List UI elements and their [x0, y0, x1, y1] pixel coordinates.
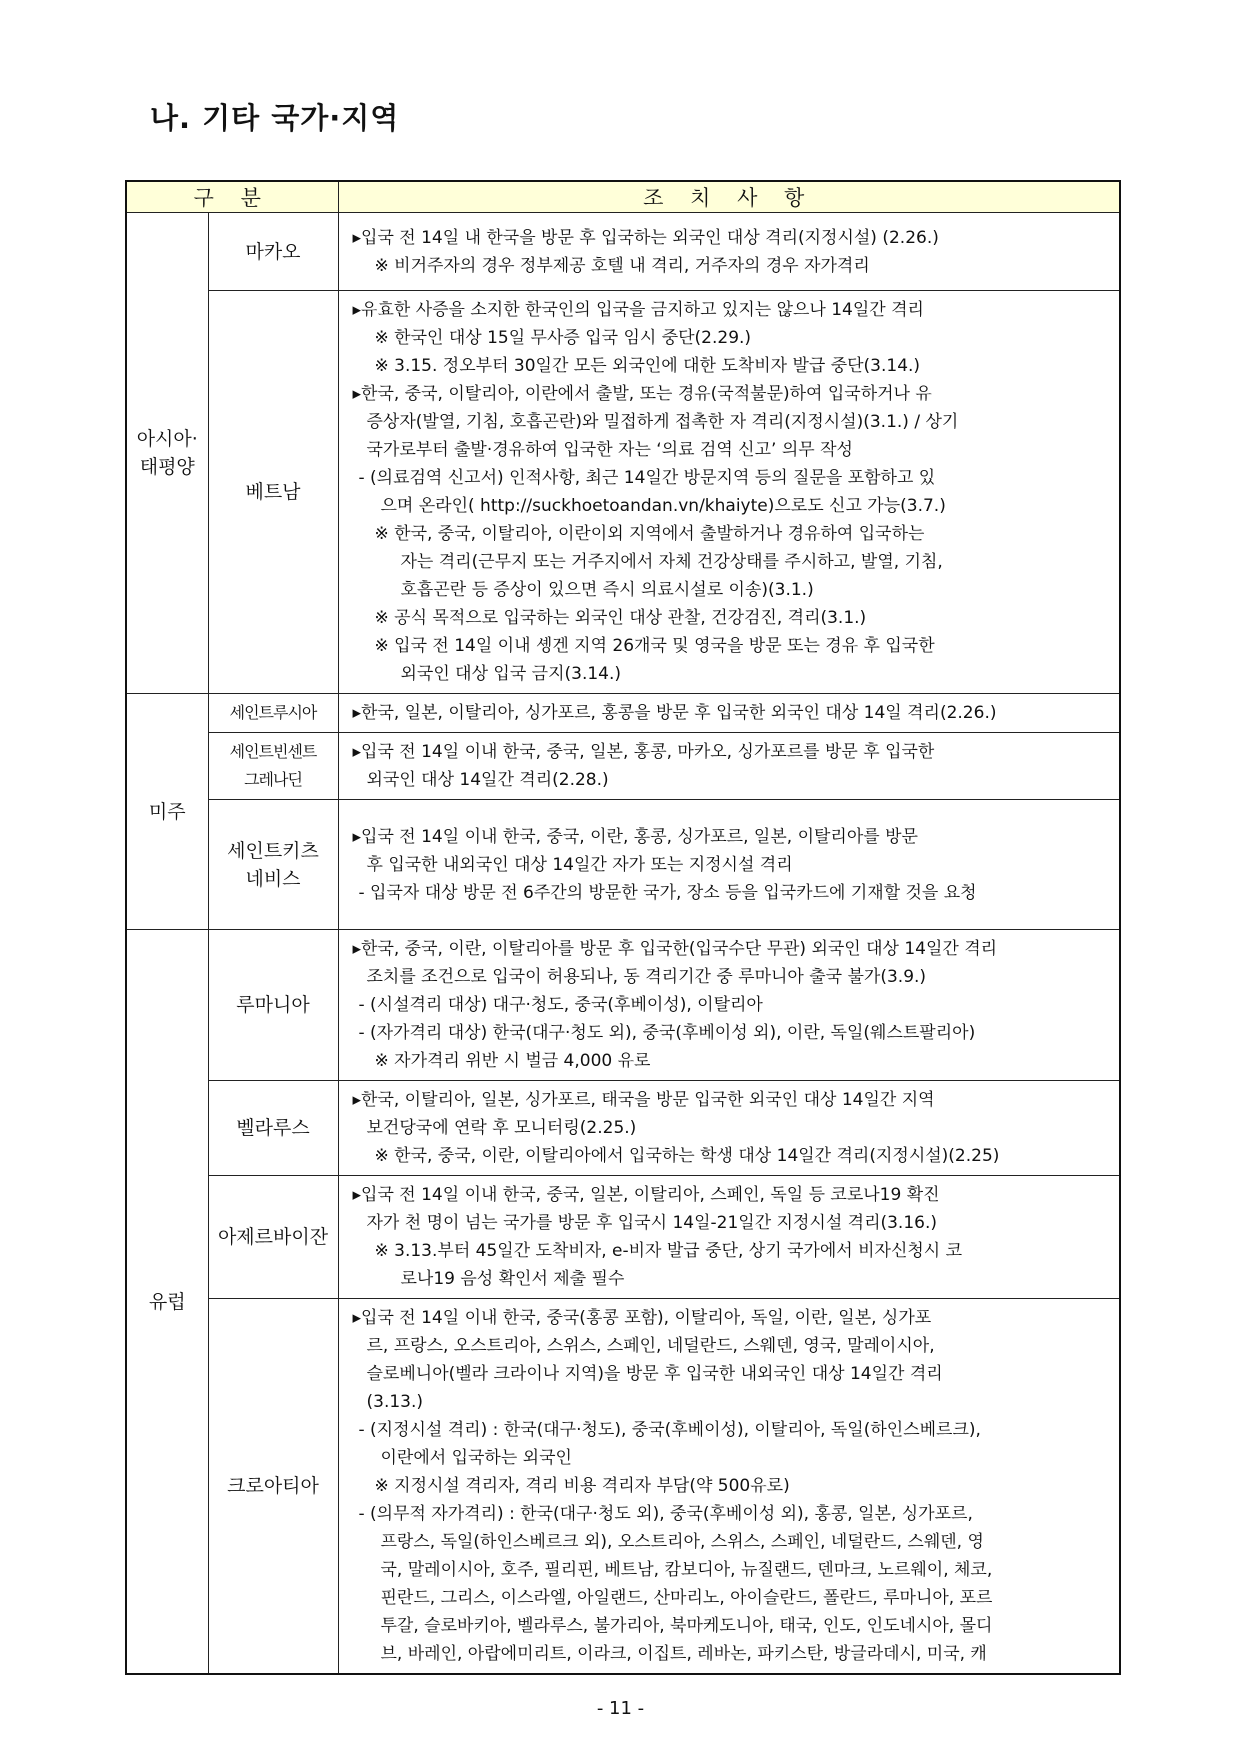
- country-cell: 세인트빈센트 그레나딘: [208, 733, 338, 800]
- measure-line: ▸한국, 이탈리아, 일본, 싱가포르, 태국을 방문 입국한 외국인 대상 14일간 지역: [352, 1090, 935, 1110]
- measure-line: - 입국자 대상 방문 전 6주간의 방문한 국가, 장소 등을 입국카드에 기재할 것을 요청: [358, 882, 977, 903]
- table-row: [126, 1081, 1120, 1176]
- measure-line: 외국인 대상 입국 금지(3.14.): [400, 664, 622, 684]
- measure-line: 외국인 대상 14일간 격리(2.28.): [366, 770, 609, 790]
- table-row: [126, 930, 1120, 1081]
- measure-line: ▸입국 전 14일 이내 한국, 중국(홍콩 포함), 이탈리아, 독일, 이란, 일본, 싱가포: [352, 1308, 932, 1328]
- measure-line: 보건당국에 연락 후 모니터링(2.25.): [366, 1118, 637, 1138]
- measure-line: ▸한국, 일본, 이탈리아, 싱가포르, 홍콩을 방문 후 입국한 외국인 대상 14일 격리(2.26.): [352, 703, 997, 723]
- measure-line: - (의무적 자가격리) : 한국(대구·청도 외), 중국(후베이성 외), 홍콩, 일본, 싱가포르,: [358, 1504, 973, 1524]
- country-cell: 크로아티아: [208, 1299, 338, 1675]
- measure-line: ※ 3.15. 정오부터 30일간 모든 외국인에 대한 도착비자 발급 중단(3.14.): [374, 356, 921, 376]
- measure-line: 핀란드, 그리스, 이스라엘, 아일랜드, 산마리노, 아이슬란드, 폴란드, 루마니아, 포르: [380, 1588, 993, 1608]
- measure-line: ▸한국, 중국, 이탈리아, 이란에서 출발, 또는 경유(국적불문)하여 입국하거나 유: [352, 384, 932, 404]
- measures-cell: [338, 733, 1120, 800]
- measures-cell: [338, 291, 1120, 694]
- measure-line: 자는 격리(근무지 또는 거주지에서 자체 건강상태를 주시하고, 발열, 기침,: [400, 552, 943, 572]
- table-row: [126, 694, 1120, 733]
- measure-line: 국, 말레이시아, 호주, 필리핀, 베트남, 캄보디아, 뉴질랜드, 덴마크, 노르웨이, 체코,: [380, 1560, 993, 1580]
- measures-cell: [338, 1081, 1120, 1176]
- measure-line: 으며 온라인( http://suckhoetoandan.vn/khaiyte)으로도 신고 가능(3.7.): [380, 496, 946, 516]
- table-row: [126, 213, 1120, 291]
- table-row: [126, 1176, 1120, 1299]
- measures-cell: [338, 213, 1120, 291]
- measure-line: - (시설격리 대상) 대구·청도, 중국(후베이성), 이탈리아: [358, 995, 763, 1015]
- measure-line: ※ 비거주자의 경우 정부제공 호텔 내 격리, 거주자의 경우 자가격리: [374, 255, 870, 276]
- region-cell: 아시아· 태평양: [126, 213, 208, 694]
- measure-line: ▸한국, 중국, 이란, 이탈리아를 방문 후 입국한(입국수단 무관) 외국인 대상 14일간 격리: [352, 939, 998, 959]
- measure-line: - (자가격리 대상) 한국(대구·청도 외), 중국(후베이성 외), 이란, 독일(웨스트팔리아): [358, 1023, 976, 1043]
- country-cell: 루마니아: [208, 930, 338, 1081]
- measure-line: ※ 한국, 중국, 이란, 이탈리아에서 입국하는 학생 대상 14일간 격리(지정시설)(2.25): [374, 1146, 1000, 1166]
- measure-line: 이란에서 입국하는 외국인: [380, 1448, 572, 1468]
- measure-line: ※ 입국 전 14일 이내 솅겐 지역 26개국 및 영국을 방문 또는 경유 후 입국한: [374, 636, 935, 656]
- measure-line: ▸입국 전 14일 이내 한국, 중국, 이란, 홍콩, 싱가포르, 일본, 이탈리아를 방문: [352, 826, 918, 847]
- measure-line: 슬로베니아(벨라 크라이나 지역)을 방문 후 입국한 내외국인 대상 14일간 격리: [366, 1364, 943, 1384]
- measure-line: 투갈, 슬로바키아, 벨라루스, 불가리아, 북마케도니아, 태국, 인도, 인도네시아, 몰디: [380, 1616, 993, 1636]
- measure-line: 로나19 음성 확인서 제출 필수: [400, 1269, 625, 1289]
- measures-cell: [338, 930, 1120, 1081]
- measure-line: ▸유효한 사증을 소지한 한국인의 입국을 금지하고 있지는 않으나 14일간 격리: [352, 300, 924, 320]
- measures-cell: [338, 1299, 1120, 1675]
- measure-line: - (의료검역 신고서) 인적사항, 최근 14일간 방문지역 등의 질문을 포함하고 있: [358, 468, 936, 488]
- measure-line: 조치를 조건으로 입국이 허용되나, 동 격리기간 중 루마니아 출국 불가(3.9.): [366, 967, 927, 987]
- measure-line: 국가로부터 출발·경유하여 입국한 자는 ‘의료 검역 신고’ 의무 작성: [366, 440, 853, 460]
- measure-line: ▸입국 전 14일 이내 한국, 중국, 일본, 이탈리아, 스페인, 독일 등 코로나19 확진: [352, 1185, 940, 1205]
- measures-cell: [338, 800, 1120, 930]
- measure-line: ▸입국 전 14일 이내 한국, 중국, 일본, 홍콩, 마카오, 싱가포르를 방문 후 입국한: [352, 742, 935, 762]
- measure-line: 르, 프랑스, 오스트리아, 스위스, 스페인, 네덜란드, 스웨덴, 영국, 말레이시아,: [366, 1336, 935, 1356]
- measure-line: ※ 한국인 대상 15일 무사증 입국 임시 중단(2.29.): [374, 328, 752, 348]
- table-row: [126, 1299, 1120, 1675]
- measure-line: ※ 3.13.부터 45일간 도착비자, e-비자 발급 중단, 상기 국가에서 비자신청시 코: [374, 1241, 963, 1261]
- table-row: [126, 733, 1120, 800]
- measure-line: 증상자(발열, 기침, 호흡곤란)와 밀접하게 접촉한 자 격리(지정시설)(3.1.) / 상기: [366, 412, 959, 432]
- measure-line: 후 입국한 내외국인 대상 14일간 자가 또는 지정시설 격리: [366, 854, 793, 875]
- country-cell: 베트남: [208, 291, 338, 694]
- measure-line: (3.13.): [366, 1392, 424, 1412]
- measures-table: [125, 180, 1121, 1675]
- measure-line: ※ 자가격리 위반 시 벌금 4,000 유로: [374, 1051, 651, 1071]
- measure-line: ※ 한국, 중국, 이탈리아, 이란이외 지역에서 출발하거나 경유하여 입국하는: [374, 524, 925, 544]
- measure-line: ※ 공식 목적으로 입국하는 외국인 대상 관찰, 건강검진, 격리(3.1.): [374, 608, 867, 628]
- region-cell: 미주: [126, 694, 208, 930]
- measure-line: ※ 지정시설 격리자, 격리 비용 격리자 부담(약 500유로): [374, 1476, 790, 1496]
- measure-line: 프랑스, 독일(하인스베르크 외), 오스트리아, 스위스, 스페인, 네덜란드, 스웨덴, 영: [380, 1532, 984, 1552]
- measures-cell: [338, 1176, 1120, 1299]
- country-cell: 마카오: [208, 213, 338, 291]
- measure-line: 자가 천 명이 넘는 국가를 방문 후 입국시 14일-21일간 지정시설 격리(3.16.): [366, 1213, 938, 1233]
- country-cell: 아제르바이잔: [208, 1176, 338, 1299]
- section-title: 나. 기타 국가·지역: [150, 101, 400, 135]
- header-measures: 조 치 사 항: [338, 181, 1120, 213]
- header-category: 구 분: [126, 181, 338, 213]
- measure-line: 브, 바레인, 아랍에미리트, 이라크, 이집트, 레바논, 파키스탄, 방글라데시, 미국, 캐: [380, 1644, 987, 1664]
- country-cell: 세인트키츠 네비스: [208, 800, 338, 930]
- region-cell: 유럽: [126, 930, 208, 1675]
- measure-line: - (지정시설 격리) : 한국(대구·청도), 중국(후베이성), 이탈리아, 독일(하인스베르크),: [358, 1420, 981, 1440]
- table-body: [126, 213, 1120, 1675]
- table-header-row: [126, 181, 1120, 213]
- measure-line: ▸입국 전 14일 내 한국을 방문 후 입국하는 외국인 대상 격리(지정시설) (2.26.): [352, 227, 939, 248]
- table-row: [126, 800, 1120, 930]
- country-cell: 벨라루스: [208, 1081, 338, 1176]
- country-cell: 세인트루시아: [208, 694, 338, 733]
- measure-line: 호흡곤란 등 증상이 있으면 즉시 의료시설로 이송)(3.1.): [400, 580, 814, 600]
- measures-cell: [338, 694, 1120, 733]
- page-number: - 11 -: [596, 1698, 645, 1719]
- table-row: [126, 291, 1120, 694]
